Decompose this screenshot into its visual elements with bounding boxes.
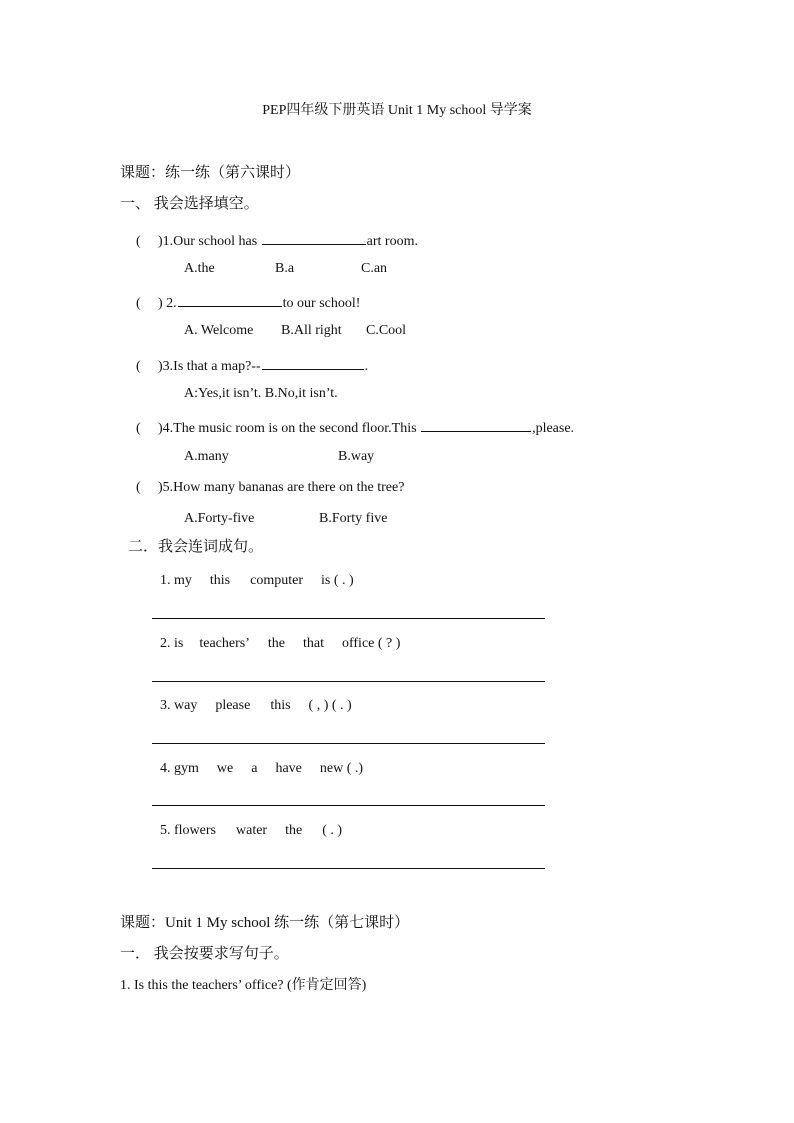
- item-number: 4.: [160, 761, 171, 776]
- scramble-word: is ( . ): [321, 573, 354, 588]
- question-5: [136, 481, 404, 495]
- scramble-word: gym: [174, 761, 199, 776]
- scramble-word: a: [251, 761, 258, 776]
- answer-line-2: [152, 681, 545, 682]
- answer-paren: (: [136, 234, 141, 249]
- item-number: 5.: [160, 823, 171, 838]
- question-text: )4.The music room is on the second floor.This: [158, 421, 421, 436]
- scramble-word: flowers: [174, 823, 216, 838]
- answer-paren: (: [136, 296, 141, 311]
- question-text: )1.Our school has: [158, 234, 261, 249]
- q1-option-c: C.an: [361, 261, 388, 276]
- q1-option-a: A.the: [184, 261, 215, 276]
- answer-blank: [421, 418, 531, 432]
- part2-heading: 二．我会连词成句。: [128, 539, 264, 555]
- scramble-word: teachers’: [199, 636, 250, 651]
- scramble-word: office ( ? ): [341, 636, 401, 651]
- question-text-after: art room.: [366, 234, 418, 249]
- part1-heading: 一、 我会选择填空。: [120, 196, 259, 212]
- lesson7-part1-heading: 一． 我会按要求写句子。: [120, 946, 289, 962]
- answer-line-4: [152, 805, 545, 806]
- scramble-word: ( , ) ( . ): [308, 698, 352, 713]
- scramble-word: the: [267, 636, 285, 651]
- answer-line-3: [152, 743, 545, 744]
- scramble-item-2: [160, 637, 400, 651]
- q2-option-a: A. Welcome: [184, 323, 254, 338]
- answer-blank: [262, 356, 364, 370]
- scramble-word: have: [275, 761, 302, 776]
- q5-option-a: A.Forty-five: [184, 511, 255, 526]
- lesson7-heading: 课题：Unit 1 My school 练一练（第七课时）: [120, 915, 410, 931]
- question-text: )5.How many bananas are there on the tree?: [158, 480, 405, 495]
- question-text: ) 2.: [158, 296, 177, 311]
- scramble-item-4: [160, 762, 363, 776]
- q3-options: A:Yes,it isn’t. B.No,it isn’t.: [184, 386, 338, 401]
- question-3: [136, 356, 368, 374]
- q1-option-b: B.a: [275, 261, 295, 276]
- item-number: 1.: [160, 573, 171, 588]
- q2-option-c: C.Cool: [366, 323, 407, 338]
- answer-paren: (: [136, 480, 141, 495]
- scramble-word: that: [302, 636, 324, 651]
- answer-blank: [262, 231, 366, 245]
- scramble-item-3: [160, 699, 352, 713]
- answer-line-5: [152, 868, 545, 869]
- question-text-after: ,please.: [532, 421, 575, 436]
- lesson6-heading: 课题：练一练（第六课时）: [120, 165, 301, 181]
- lesson7-question-1: 1. Is this the teachers’ office? (作肯定回答): [120, 978, 367, 993]
- scramble-word: computer: [250, 573, 303, 588]
- question-text: )3.Is that a map?--: [158, 359, 261, 374]
- scramble-word: we: [216, 761, 234, 776]
- question-text-after: to our school!: [282, 296, 361, 311]
- scramble-word: new ( .): [319, 761, 364, 776]
- q4-option-b: B.way: [338, 449, 375, 464]
- scramble-item-1: [160, 574, 354, 588]
- item-number: 3.: [160, 698, 171, 713]
- answer-line-1: [152, 618, 545, 619]
- scramble-word: ( . ): [322, 823, 343, 838]
- item-number: 2.: [160, 636, 171, 651]
- scramble-word: water: [236, 823, 268, 838]
- answer-paren: (: [136, 359, 141, 374]
- scramble-word: this: [209, 573, 231, 588]
- question-2: [136, 293, 360, 311]
- scramble-word: way: [174, 698, 198, 713]
- scramble-word: the: [285, 823, 303, 838]
- q5-option-b: B.Forty five: [319, 511, 388, 526]
- answer-paren: (: [136, 421, 141, 436]
- scramble-word: my: [174, 573, 192, 588]
- q4-option-a: A.many: [184, 449, 229, 464]
- scramble-word: please: [215, 698, 251, 713]
- question-1: [136, 231, 418, 249]
- question-text-after: .: [364, 359, 369, 374]
- page-title: PEP四年级下册英语 Unit 1 My school 导学案: [262, 103, 532, 118]
- answer-blank: [178, 293, 282, 307]
- scramble-word: this: [270, 698, 291, 713]
- scramble-word: is: [174, 636, 184, 651]
- q2-option-b: B.All right: [281, 323, 342, 338]
- question-4: [136, 418, 574, 436]
- scramble-item-5: [160, 824, 342, 838]
